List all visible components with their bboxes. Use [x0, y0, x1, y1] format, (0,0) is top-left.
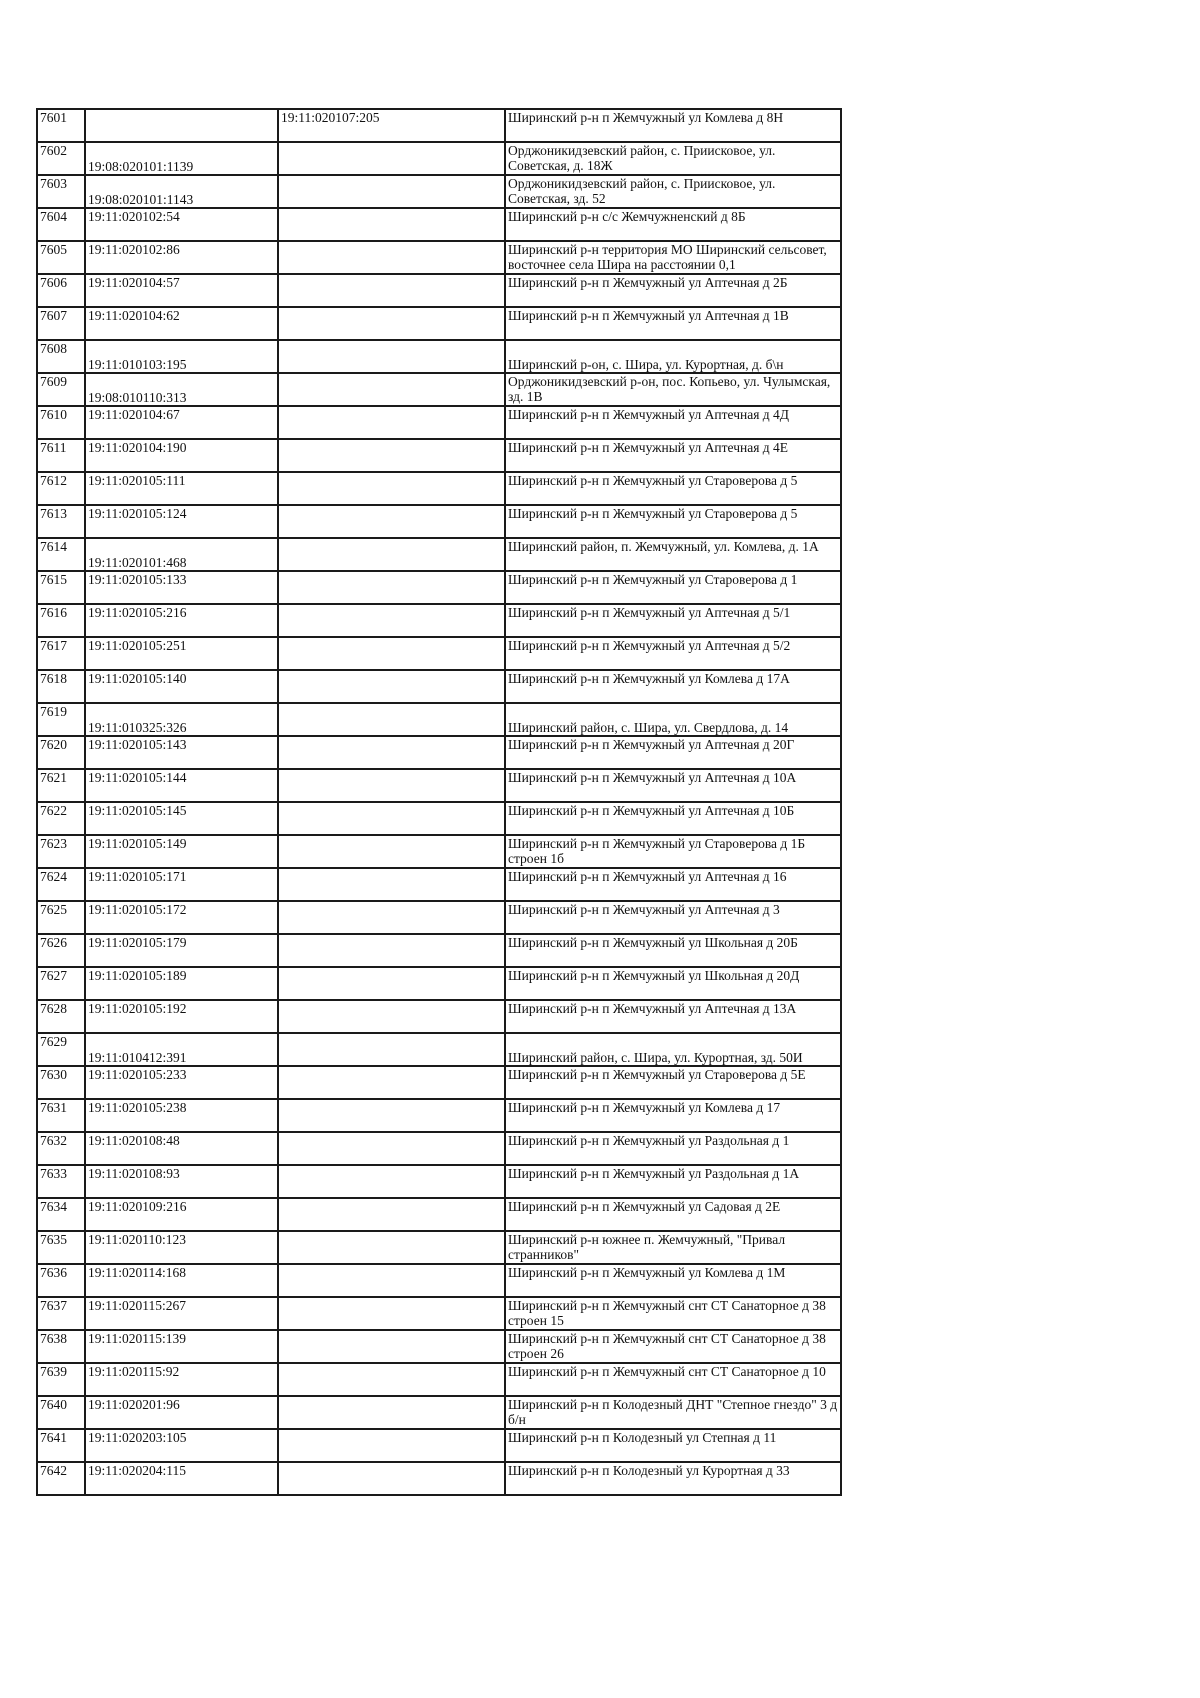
address: Ширинский р-н п Жемчужный ул Староверова д 5: [505, 505, 841, 538]
address: Орджоникидзевский р-он, пос. Копьево, ул. Чулымская, зд. 1В: [505, 373, 841, 406]
table-row: [37, 1264, 841, 1297]
address: Ширинский р-н п Жемчужный ул Аптечная д 3: [505, 901, 841, 934]
cadastral-number-2: [278, 868, 505, 901]
row-number: 7610: [37, 406, 85, 439]
table-row: [37, 109, 841, 142]
cadastral-number-2: [278, 208, 505, 241]
address: Ширинский р-н п Жемчужный ул Аптечная д 5/1: [505, 604, 841, 637]
cadastral-number: 19:11:020105:144: [85, 769, 278, 802]
cadastral-number: 19:11:020204:115: [85, 1462, 278, 1495]
address: Ширинский р-н п Жемчужный ул Староверова д 1: [505, 571, 841, 604]
address: Ширинский р-н п Жемчужный ул Школьная д 20Б: [505, 934, 841, 967]
row-number: 7613: [37, 505, 85, 538]
cadastral-number-2: [278, 1429, 505, 1462]
address: Ширинский район, п. Жемчужный, ул. Комлева, д. 1А: [505, 538, 841, 571]
cadastral-number-2: [278, 241, 505, 274]
cadastral-number: 19:11:020105:133: [85, 571, 278, 604]
cadastral-number: 19:08:020101:1143: [85, 175, 278, 208]
row-number: 7640: [37, 1396, 85, 1429]
table-row: [37, 802, 841, 835]
cadastral-number-2: [278, 769, 505, 802]
cadastral-number: 19:11:020109:216: [85, 1198, 278, 1231]
cadastral-number: 19:08:010110:313: [85, 373, 278, 406]
cadastral-number-2: [278, 340, 505, 373]
registry-table: [36, 108, 842, 1496]
row-number: 7635: [37, 1231, 85, 1264]
table-row: [37, 1099, 841, 1132]
cadastral-number: 19:11:020104:190: [85, 439, 278, 472]
address: Ширинский р-н п Жемчужный ул Аптечная д 20Г: [505, 736, 841, 769]
address: Ширинский р-н п Жемчужный ул Комлева д 17: [505, 1099, 841, 1132]
address: Ширинский р-н п Жемчужный ул Староверова д 5Е: [505, 1066, 841, 1099]
row-number: 7603: [37, 175, 85, 208]
cadastral-number: 19:11:020115:139: [85, 1330, 278, 1363]
row-number: 7609: [37, 373, 85, 406]
cadastral-number: 19:11:020105:216: [85, 604, 278, 637]
table-row: [37, 868, 841, 901]
cadastral-number-2: [278, 1231, 505, 1264]
row-number: 7641: [37, 1429, 85, 1462]
cadastral-number-2: [278, 571, 505, 604]
row-number: 7611: [37, 439, 85, 472]
address: Орджоникидзевский район, с. Приисковое, ул. Советская, д. 18Ж: [505, 142, 841, 175]
address: Ширинский р-н с/с Жемчужненский д 8Б: [505, 208, 841, 241]
address: Орджоникидзевский район, с. Приисковое, ул. Советская, зд. 52: [505, 175, 841, 208]
cadastral-number: 19:11:020115:267: [85, 1297, 278, 1330]
address: Ширинский р-н п Колодезный ДНТ "Степное гнездо" 3 д б/н: [505, 1396, 841, 1429]
cadastral-number: 19:11:020105:111: [85, 472, 278, 505]
table-row: [37, 406, 841, 439]
cadastral-number-2: [278, 670, 505, 703]
row-number: 7617: [37, 637, 85, 670]
table-row: [37, 670, 841, 703]
row-number: 7614: [37, 538, 85, 571]
cadastral-number: 19:11:020105:143: [85, 736, 278, 769]
table-row: [37, 835, 841, 868]
address: Ширинский р-н п Жемчужный ул Школьная д 20Д: [505, 967, 841, 1000]
cadastral-number: 19:11:020105:189: [85, 967, 278, 1000]
cadastral-number-2: 19:11:020107:205: [278, 109, 505, 142]
address: Ширинский р-н территория МО Ширинский сельсовет, восточнее села Шира на расстоянии 0,1: [505, 241, 841, 274]
table-row: [37, 208, 841, 241]
cadastral-number-2: [278, 307, 505, 340]
row-number: 7631: [37, 1099, 85, 1132]
address: Ширинский р-н п Колодезный ул Степная д 11: [505, 1429, 841, 1462]
address: Ширинский р-н п Жемчужный ул Аптечная д 4Е: [505, 439, 841, 472]
row-number: 7628: [37, 1000, 85, 1033]
cadastral-number: 19:11:020104:67: [85, 406, 278, 439]
cadastral-number-2: [278, 835, 505, 868]
table-row: [37, 934, 841, 967]
cadastral-number-2: [278, 967, 505, 1000]
row-number: 7619: [37, 703, 85, 736]
address: Ширинский р-н п Жемчужный ул Староверова д 5: [505, 472, 841, 505]
table-row: [37, 373, 841, 406]
cadastral-number-2: [278, 175, 505, 208]
cadastral-number-2: [278, 637, 505, 670]
address: Ширинский р-н п Жемчужный ул Аптечная д 1В: [505, 307, 841, 340]
table-row: [37, 901, 841, 934]
address: Ширинский р-н п Жемчужный ул Аптечная д 13А: [505, 1000, 841, 1033]
table-row: [37, 1396, 841, 1429]
row-number: 7621: [37, 769, 85, 802]
row-number: 7601: [37, 109, 85, 142]
table-row: [37, 1165, 841, 1198]
cadastral-number: 19:11:020105:238: [85, 1099, 278, 1132]
row-number: 7624: [37, 868, 85, 901]
address: Ширинский р-н п Жемчужный ул Староверова д 1Б строен 1б: [505, 835, 841, 868]
cadastral-number-2: [278, 439, 505, 472]
cadastral-number-2: [278, 1330, 505, 1363]
table-row: [37, 472, 841, 505]
cadastral-number: 19:11:020105:171: [85, 868, 278, 901]
address: Ширинский р-н п Жемчужный снт СТ Санаторное д 38 строен 15: [505, 1297, 841, 1330]
table-row: [37, 439, 841, 472]
cadastral-number: 19:11:020105:124: [85, 505, 278, 538]
cadastral-number-2: [278, 1000, 505, 1033]
table-row: [37, 1198, 841, 1231]
cadastral-number: 19:11:020102:86: [85, 241, 278, 274]
row-number: 7608: [37, 340, 85, 373]
address: Ширинский р-н п Жемчужный ул Комлева д 1М: [505, 1264, 841, 1297]
cadastral-number-2: [278, 1165, 505, 1198]
cadastral-number-2: [278, 1297, 505, 1330]
table-row: [37, 307, 841, 340]
cadastral-number: 19:11:020115:92: [85, 1363, 278, 1396]
row-number: 7623: [37, 835, 85, 868]
table-row: [37, 1132, 841, 1165]
row-number: 7607: [37, 307, 85, 340]
address: Ширинский р-н п Жемчужный ул Раздольная д 1А: [505, 1165, 841, 1198]
table-row: [37, 142, 841, 175]
address: Ширинский район, с. Шира, ул. Курортная, зд. 50И: [505, 1033, 841, 1066]
address: Ширинский р-н п Жемчужный ул Комлева д 17А: [505, 670, 841, 703]
table-row: [37, 604, 841, 637]
table-row: [37, 274, 841, 307]
cadastral-number-2: [278, 1198, 505, 1231]
address: Ширинский р-н п Жемчужный снт СТ Санаторное д 10: [505, 1363, 841, 1396]
cadastral-number: 19:11:020105:251: [85, 637, 278, 670]
row-number: 7642: [37, 1462, 85, 1495]
row-number: 7633: [37, 1165, 85, 1198]
row-number: 7612: [37, 472, 85, 505]
table-row: [37, 703, 841, 736]
cadastral-number-2: [278, 406, 505, 439]
address: Ширинский р-н п Жемчужный ул Аптечная д 16: [505, 868, 841, 901]
row-number: 7638: [37, 1330, 85, 1363]
table-row: [37, 175, 841, 208]
table-row: [37, 769, 841, 802]
row-number: 7625: [37, 901, 85, 934]
cadastral-number-2: [278, 373, 505, 406]
row-number: 7634: [37, 1198, 85, 1231]
cadastral-number: 19:11:020105:233: [85, 1066, 278, 1099]
table-row: [37, 1000, 841, 1033]
row-number: 7637: [37, 1297, 85, 1330]
address: Ширинский р-он, с. Шира, ул. Курортная, д. б\н: [505, 340, 841, 373]
cadastral-number-2: [278, 1462, 505, 1495]
row-number: 7606: [37, 274, 85, 307]
address: Ширинский р-н п Жемчужный снт СТ Санаторное д 38 строен 26: [505, 1330, 841, 1363]
cadastral-number: 19:11:020110:123: [85, 1231, 278, 1264]
cadastral-number-2: [278, 1066, 505, 1099]
registry-table-body: [37, 109, 841, 1495]
cadastral-number-2: [278, 934, 505, 967]
row-number: 7627: [37, 967, 85, 1000]
cadastral-number: 19:08:020101:1139: [85, 142, 278, 175]
cadastral-number: 19:11:020102:54: [85, 208, 278, 241]
cadastral-number: 19:11:020105:145: [85, 802, 278, 835]
table-row: [37, 1462, 841, 1495]
row-number: 7604: [37, 208, 85, 241]
row-number: 7626: [37, 934, 85, 967]
cadastral-number: 19:11:020105:192: [85, 1000, 278, 1033]
cadastral-number: 19:11:020203:105: [85, 1429, 278, 1462]
row-number: 7632: [37, 1132, 85, 1165]
table-row: [37, 967, 841, 1000]
cadastral-number: 19:11:020108:93: [85, 1165, 278, 1198]
address: Ширинский р-н п Жемчужный ул Аптечная д 10А: [505, 769, 841, 802]
cadastral-number-2: [278, 1396, 505, 1429]
cadastral-number: 19:11:020105:179: [85, 934, 278, 967]
cadastral-number-2: [278, 538, 505, 571]
address: Ширинский р-н южнее п. Жемчужный, "Привал странников": [505, 1231, 841, 1264]
table-row: [37, 538, 841, 571]
address: Ширинский район, с. Шира, ул. Свердлова, д. 14: [505, 703, 841, 736]
cadastral-number-2: [278, 802, 505, 835]
address: Ширинский р-н п Жемчужный ул Аптечная д 5/2: [505, 637, 841, 670]
cadastral-number: 19:11:020101:468: [85, 538, 278, 571]
table-row: [37, 1429, 841, 1462]
row-number: 7605: [37, 241, 85, 274]
address: Ширинский р-н п Жемчужный ул Садовая д 2Е: [505, 1198, 841, 1231]
address: Ширинский р-н п Колодезный ул Курортная д 33: [505, 1462, 841, 1495]
row-number: 7616: [37, 604, 85, 637]
table-row: [37, 340, 841, 373]
table-row: [37, 241, 841, 274]
cadastral-number-2: [278, 1099, 505, 1132]
table-row: [37, 1330, 841, 1363]
cadastral-number: 19:11:020105:140: [85, 670, 278, 703]
cadastral-number: 19:11:020114:168: [85, 1264, 278, 1297]
address: Ширинский р-н п Жемчужный ул Аптечная д 4Д: [505, 406, 841, 439]
cadastral-number: [85, 109, 278, 142]
cadastral-number: 19:11:020105:172: [85, 901, 278, 934]
row-number: 7639: [37, 1363, 85, 1396]
table-row: [37, 505, 841, 538]
table-row: [37, 1363, 841, 1396]
table-row: [37, 571, 841, 604]
cadastral-number: 19:11:020108:48: [85, 1132, 278, 1165]
row-number: 7602: [37, 142, 85, 175]
cadastral-number-2: [278, 736, 505, 769]
table-row: [37, 1033, 841, 1066]
cadastral-number-2: [278, 1033, 505, 1066]
cadastral-number-2: [278, 1132, 505, 1165]
table-row: [37, 637, 841, 670]
cadastral-number-2: [278, 505, 505, 538]
cadastral-number: 19:11:020201:96: [85, 1396, 278, 1429]
cadastral-number-2: [278, 142, 505, 175]
table-row: [37, 1297, 841, 1330]
table-row: [37, 1066, 841, 1099]
cadastral-number-2: [278, 1264, 505, 1297]
address: Ширинский р-н п Жемчужный ул Аптечная д 10Б: [505, 802, 841, 835]
row-number: 7615: [37, 571, 85, 604]
row-number: 7630: [37, 1066, 85, 1099]
cadastral-number: 19:11:020104:57: [85, 274, 278, 307]
row-number: 7636: [37, 1264, 85, 1297]
cadastral-number: 19:11:010325:326: [85, 703, 278, 736]
cadastral-number: 19:11:020104:62: [85, 307, 278, 340]
cadastral-number-2: [278, 703, 505, 736]
address: Ширинский р-н п Жемчужный ул Аптечная д 2Б: [505, 274, 841, 307]
table-row: [37, 736, 841, 769]
cadastral-number-2: [278, 1363, 505, 1396]
cadastral-number: 19:11:010103:195: [85, 340, 278, 373]
row-number: 7622: [37, 802, 85, 835]
cadastral-number: 19:11:020105:149: [85, 835, 278, 868]
table-row: [37, 1231, 841, 1264]
address: Ширинский р-н п Жемчужный ул Комлева д 8Н: [505, 109, 841, 142]
cadastral-number-2: [278, 274, 505, 307]
cadastral-number: 19:11:010412:391: [85, 1033, 278, 1066]
cadastral-number-2: [278, 472, 505, 505]
cadastral-number-2: [278, 604, 505, 637]
row-number: 7618: [37, 670, 85, 703]
cadastral-number-2: [278, 901, 505, 934]
row-number: 7620: [37, 736, 85, 769]
address: Ширинский р-н п Жемчужный ул Раздольная д 1: [505, 1132, 841, 1165]
row-number: 7629: [37, 1033, 85, 1066]
